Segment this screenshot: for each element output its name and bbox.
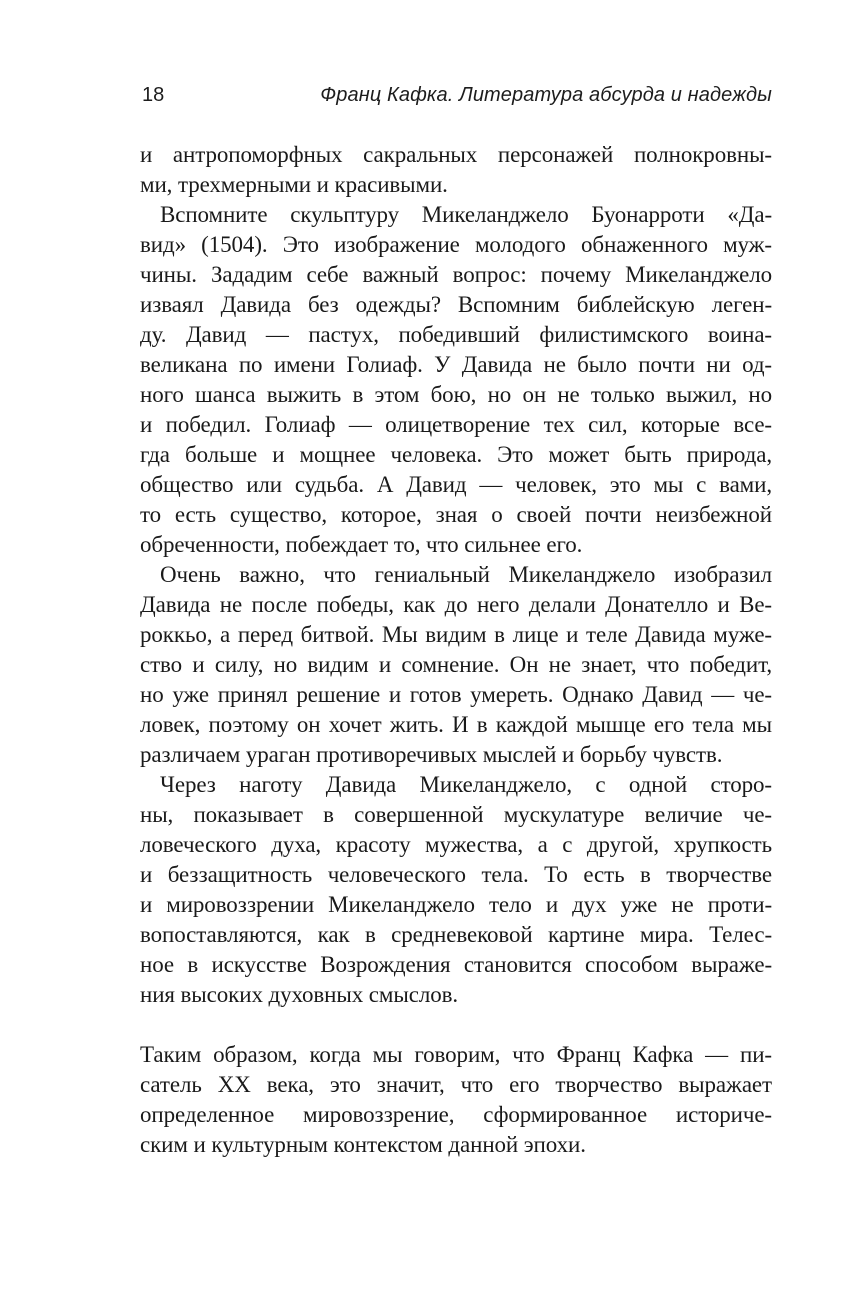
text-line: и беззащитность человеческого тела. То есть в творчестве <box>140 862 772 887</box>
text-line: Очень важно, что гениальный Микеланджело изобразил <box>160 562 772 587</box>
text-line: Вспомните скульптуру Микеланджело Буонарроти «Да- <box>160 202 772 227</box>
text-line: общество или судьба. А Давид — человек, это мы с вами, <box>140 472 772 497</box>
text-line: различаем ураган противоречивых мыслей и борьбу чувств. <box>140 742 723 767</box>
text-line: и победил. Голиаф — олицетворение тех сил, которые все- <box>140 412 772 437</box>
running-header: Франц Кафка. Литература абсурда и надежды <box>320 84 772 106</box>
text-line: ного шанса выжить в этом бою, но он не только выжил, но <box>140 382 772 407</box>
page-header <box>142 84 772 106</box>
text-line: ловеческого духа, красоту мужества, а с другой, хрупкость <box>140 832 772 857</box>
text-line: великана по имени Голиаф. У Давида не было почти ни од- <box>140 352 772 377</box>
text-line: и мировоззрении Микеланджело тело и дух уже не проти- <box>140 892 772 917</box>
text-line: ны, показывает в совершенной мускулатуре величие че- <box>140 802 772 827</box>
text-line: определенное мировоззрение, сформированное историче- <box>140 1102 772 1127</box>
text-line: гда больше и мощнее человека. Это может быть природа, <box>140 442 772 467</box>
page-number: 18 <box>142 84 165 106</box>
text-line: то есть существо, которое, зная о своей почти неизбежной <box>140 502 772 527</box>
text-line: но уже принял решение и готов умереть. Однако Давид — че- <box>140 682 772 707</box>
text-line: обреченности, побеждает то, что сильнее его. <box>140 532 583 557</box>
text-line: ми, трехмерными и красивыми. <box>140 172 448 197</box>
text-line: роккьо, а перед битвой. Мы видим в лице и теле Давида муже- <box>140 622 772 647</box>
text-line: ство и силу, но видим и сомнение. Он не знает, что победит, <box>140 652 772 677</box>
text-line: и антропоморфных сакральных персонажей полнокровны- <box>140 142 772 167</box>
text-line: ловек, поэтому он хочет жить. И в каждой мышце его тела мы <box>140 712 772 737</box>
text-line: ния высоких духовных смыслов. <box>140 982 459 1007</box>
text-line: Давида не после победы, как до него делали Донателло и Ве- <box>140 592 772 617</box>
body-text <box>140 140 772 1160</box>
text-line: Через наготу Давида Микеланджело, с одной сторо- <box>160 772 772 797</box>
text-line: вид» (1504). Это изображение молодого обнаженного муж- <box>140 232 772 257</box>
text-line: чины. Зададим себе важный вопрос: почему Микеланджело <box>140 262 772 287</box>
text-line: ное в искусстве Возрождения становится способом выраже- <box>140 952 772 977</box>
text-line: Таким образом, когда мы говорим, что Франц Кафка — пи- <box>140 1042 772 1067</box>
text-line: сатель XX века, это значит, что его творчество выражает <box>140 1072 772 1097</box>
text-line: ду. Давид — пастух, победивший филистимского воина- <box>140 322 772 347</box>
text-line: изваял Давида без одежды? Вспомним библейскую леген- <box>140 292 772 317</box>
text-line: ским и культурным контекстом данной эпохи. <box>140 1132 586 1157</box>
text-line: вопоставляются, как в средневековой картине мира. Телес- <box>140 922 772 947</box>
paragraph-gap <box>140 1010 772 1040</box>
